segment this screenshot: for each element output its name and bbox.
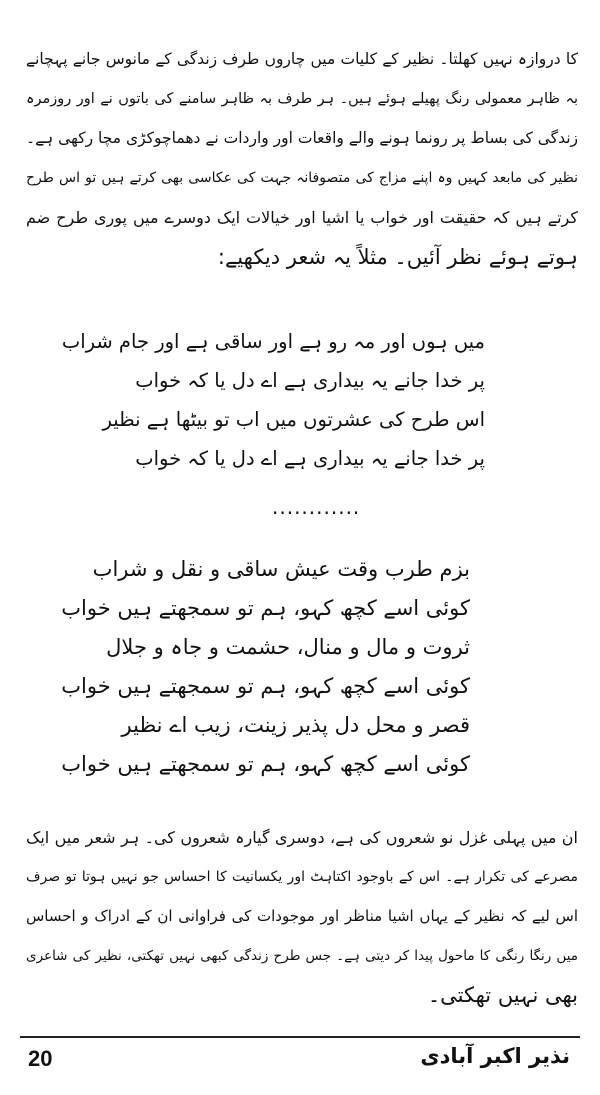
paragraph-2 [26, 818, 578, 1016]
verse-line: ثروت و مال و منال، حشمت و جاہ و جلال [106, 635, 470, 659]
paragraph-line: بہ ظاہر معمولی رنگ پھیلے ہوئے ہیں۔ ہر طرف بہ ظاہر سامنے کی باتوں نے اور روزمرہ [26, 90, 578, 107]
running-title: نذیر اکبر آبادی [420, 1044, 570, 1068]
paragraph-line: کا دروازہ نہیں کھلتا۔ نظیر کے کلیات میں چاروں طرف زندگی کے مانوس جانے پہچانے [26, 50, 578, 68]
paragraph-line: نظیر کی مابعد کہیں وہ اپنے مزاج کی متصوفانہ جہت کی عکاسی بھی کرتے ہیں تو اس طرح [26, 169, 578, 186]
verse-block-2 [61, 550, 470, 784]
paragraph-line: ان میں پہلی غزل نو شعروں کی ہے، دوسری گیارہ شعروں کی۔ ہر شعر میں ایک [26, 828, 578, 847]
paragraph-1 [26, 40, 578, 277]
paragraph-line: بھی نہیں تھکتی۔ [427, 983, 578, 1007]
verse-line: بزم طرب وقت عیش ساقی و نقل و شراب [92, 557, 470, 581]
verse-line: کوئی اسے کچھ کہو، ہم تو سمجھتے ہیں خواب [61, 674, 470, 698]
verse-line: پر خدا جانے یہ بیداری ہے اے دل یا کہ خواب [135, 369, 485, 392]
paragraph-line: ہوتے ہوئے نظر آئیں۔ مثلاً یہ شعر دیکھیے: [217, 244, 578, 269]
paragraph-line: اس لیے کہ نظیر کے یہاں اشیا مناظر اور موجودات کی فراوانی ان کے ادراک و احساس [26, 907, 578, 925]
verse-line: کوئی اسے کچھ کہو، ہم تو سمجھتے ہیں خواب [61, 752, 470, 776]
verse-line: میں ہوں اور مہ رو ہے اور ساقی ہے اور جام شراب [61, 330, 485, 353]
page-number: 20 [28, 1046, 53, 1071]
paragraph-line: مصرعے کی تکرار ہے۔ اس کے باوجود اکتاہٹ اور یکسانیت کا احساس جو نہیں ہوتا تو صرف [26, 868, 578, 885]
paragraph-line: زندگی کی بساط پر رونما ہونے والے واقعات اور واردات نے دھماچوکڑی مچا رکھی ہے۔ [26, 129, 578, 147]
verse-block-1 [62, 322, 485, 478]
paragraph-line: کرتے ہیں کہ حقیقت اور خواب یا اشیا اور خیالات ایک دوسرے میں پوری طرح ضم [26, 208, 578, 227]
verse-line: قصر و محل دل پذیر زینت، زیب اے نظیر [121, 713, 470, 737]
verse-line: کوئی اسے کچھ کہو، ہم تو سمجھتے ہیں خواب [61, 596, 470, 620]
verse-line: پر خدا جانے یہ بیداری ہے اے دل یا کہ خواب [135, 447, 485, 470]
section-separator: ............ [272, 495, 361, 519]
paragraph-line: میں رنگا رنگی کا ماحول پیدا کر دیتی ہے۔ جس طرح زندگی کبھی نہیں تھکتی، نظیر کی شاعری [26, 947, 578, 964]
verse-line: اس طرح کی عشرتوں میں اب تو بیٹھا ہے نظیر [102, 408, 485, 431]
footer-divider [20, 1036, 580, 1038]
